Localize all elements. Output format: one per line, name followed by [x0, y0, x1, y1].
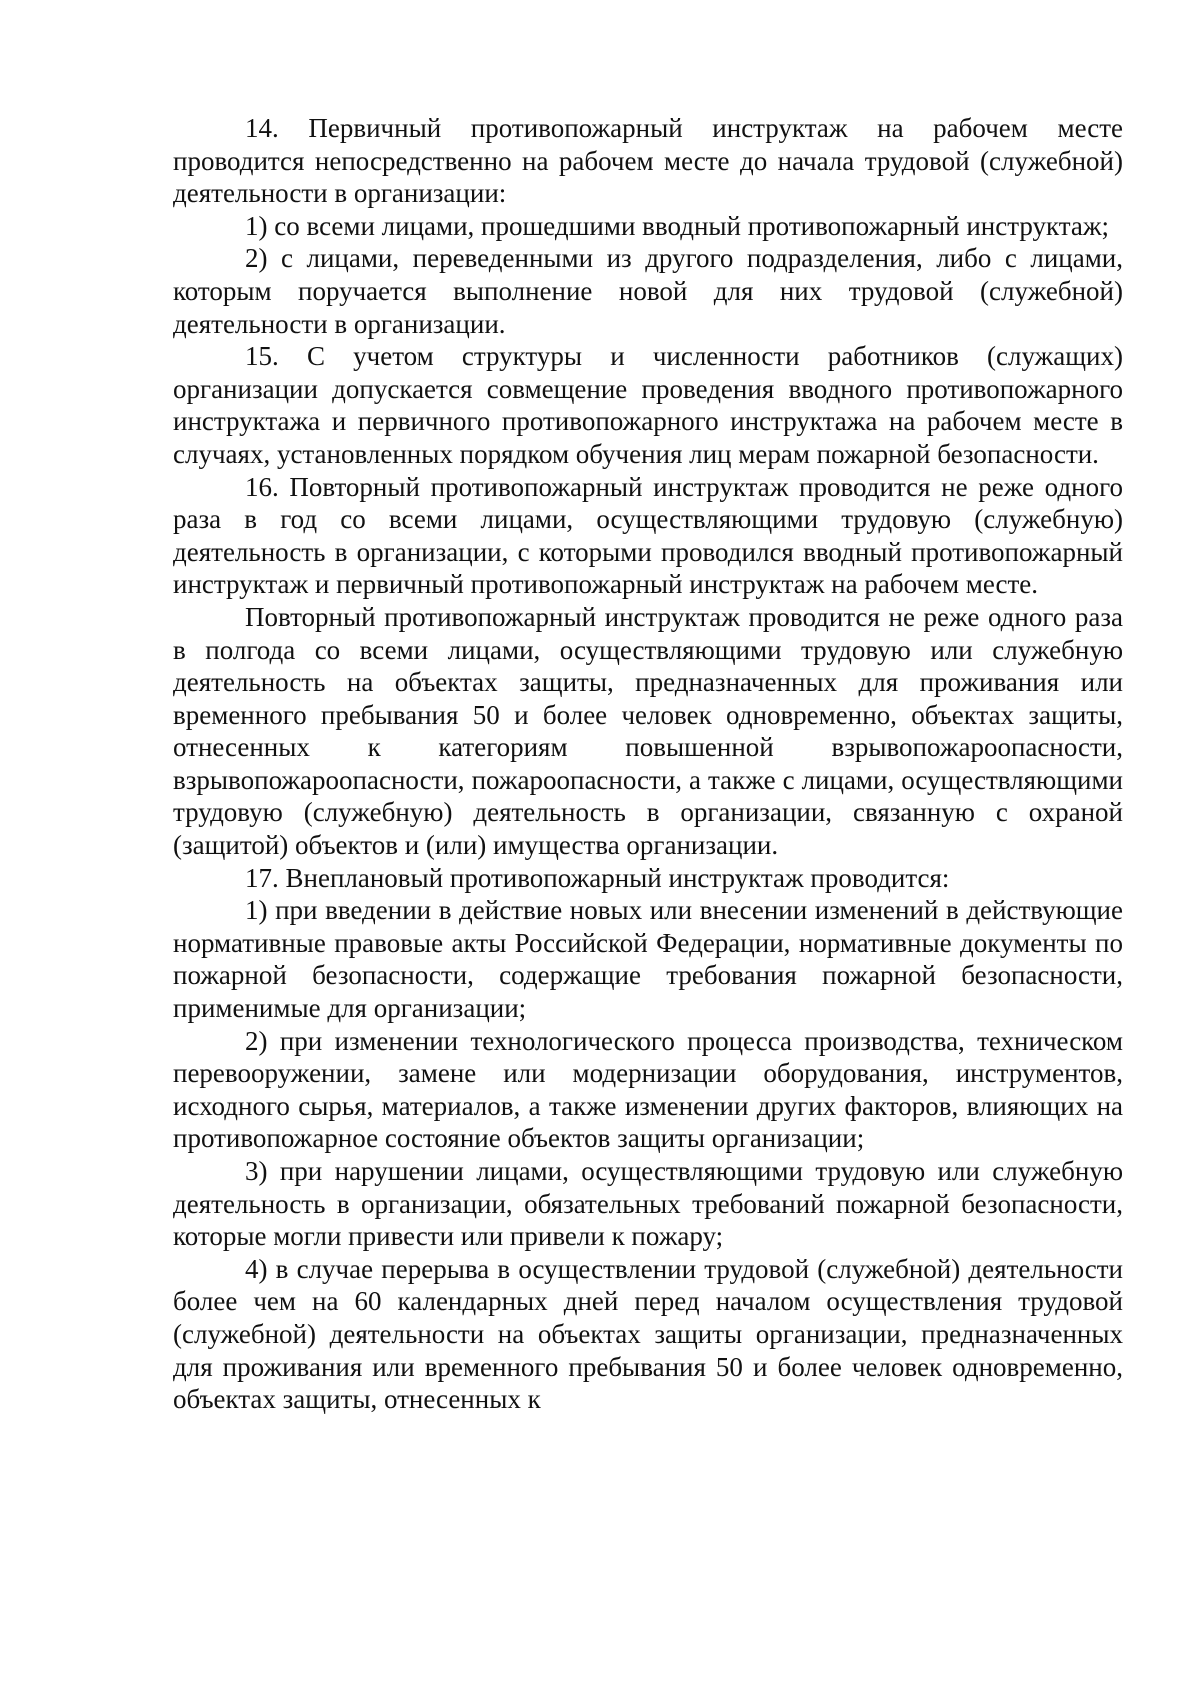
- paragraph-17-item-1: 1) при введении в действие новых или внесении изменений в действующие нормативные правовые акты Российской Федерации, нормативные документы по пожарной безопасности, содержащие требования пожарной безопасности, применимые для организации;: [173, 895, 1123, 1024]
- paragraph-15: 15. С учетом структуры и численности работников (служащих) организации допускается совмещение проведения вводного противопожарного инструктажа и первичного противопожарного инструктажа на рабочем месте в случаях, установленных порядком обучения лиц мерам пожарной безопасности.: [173, 341, 1123, 469]
- paragraph-17-item-2: 2) при изменении технологического процесса производства, техническом перевооружении, замене или модернизации оборудования, инструментов, исходного сырья, материалов, а также изменении других факторов, влияющих на противопожарное состояние объектов защиты организации;: [173, 1025, 1123, 1154]
- paragraph-17-item-4: 4) в случае перерыва в осуществлении трудовой (служебной) деятельности более чем на 60 календарных дней перед началом осуществления трудовой (служебной) деятельности на объектах защиты организации, предназначенных для проживания или временного пребывания 50 и более человек одновременно, объектах защиты, отнесенных к: [173, 1253, 1123, 1415]
- paragraph-16: 16. Повторный противопожарный инструктаж проводится не реже одного раза в год со всеми лицами, осуществляющими трудовую (служебную) деятельность в организации, с которыми проводился вводный противопожарный инструктаж и первичный противопожарный инструктаж на рабочем месте.: [173, 471, 1123, 600]
- paragraph-16-continued: Повторный противопожарный инструктаж проводится не реже одного раза в полгода со всеми лицами, осуществляющими трудовую или служебную деятельность на объектах защиты, предназначенных для проживания или временного пребывания 50 и более человек одновременно, объектах защиты, отнесенных к категориям повышенной взрывопожароопасности, взрывопожароопасности, пожароопасности, а также с лицами, осуществляющими трудовую (служебную) деятельность в организации, связанную с охраной (защитой) объектов и (или) имущества организации.: [173, 601, 1123, 861]
- document-page: [173, 112, 1123, 1416]
- paragraph-17-item-3: 3) при нарушении лицами, осуществляющими трудовую или служебную деятельность в организации, обязательных требований пожарной безопасности, которые могли привести или привели к пожару;: [173, 1156, 1123, 1252]
- paragraph-14-item-2: 2) с лицами, переведенными из другого подразделения, либо с лицами, которым поручается выполнение новой для них трудовой (служебной) деятельности в организации.: [173, 243, 1123, 339]
- paragraph-14-item-1: 1) со всеми лицами, прошедшими вводный противопожарный инструктаж;: [245, 210, 1110, 241]
- paragraph-14: 14. Первичный противопожарный инструктаж на рабочем месте проводится непосредственно на рабочем месте до начала трудовой (служебной) деятельности в организации:: [173, 113, 1123, 209]
- paragraph-17: 17. Внеплановый противопожарный инструктаж проводится:: [245, 862, 950, 893]
